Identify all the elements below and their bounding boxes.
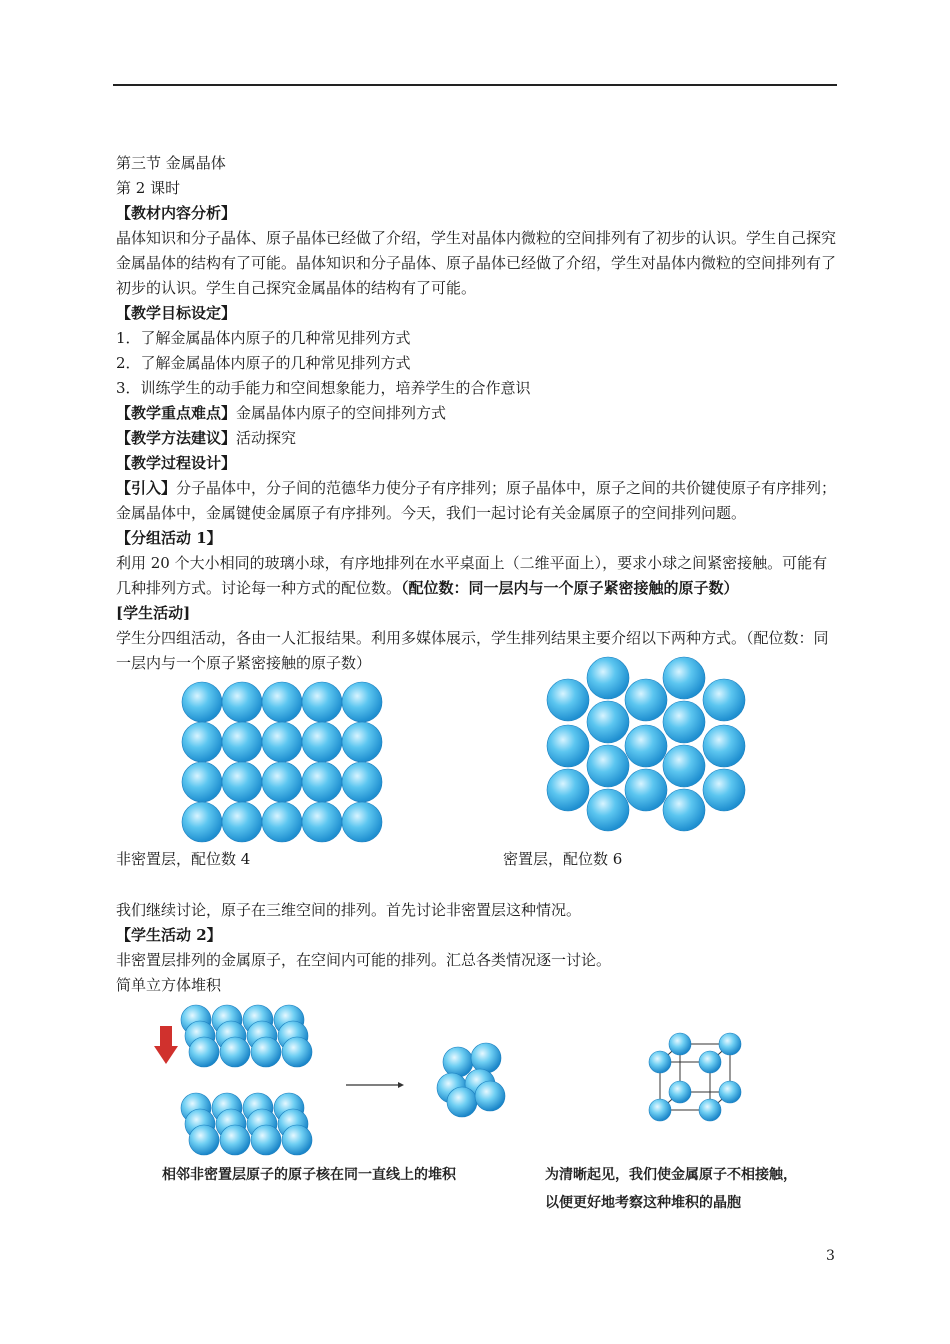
atom-sphere [625, 725, 667, 767]
atom-sphere [475, 1081, 505, 1111]
atom-sphere [699, 1051, 721, 1073]
atom-sphere [663, 701, 705, 743]
atom-sphere [587, 657, 629, 699]
figure-nonclose-layer [180, 680, 390, 850]
intro-paragraph [116, 476, 840, 526]
atom-sphere [447, 1087, 477, 1117]
section-title: 第三节 金属晶体 [116, 154, 226, 172]
heading-activity1: 【分组活动 1】 [116, 529, 222, 547]
activity1-paragraph [116, 551, 840, 601]
intro-text: 分子晶体中，分子间的范德华力使分子有序排列；原子晶体中，原子之间的共价键使原子有序排列；金属晶体中，金属键使金属原子有序排列。今天，我们一起讨论有关金属原子的空间排列问题。 [116, 479, 837, 522]
atom-sphere [282, 1037, 312, 1067]
figure-caption-right-2: 以便更好地考察这种堆积的晶胞 [545, 1195, 741, 1211]
heading-student-activity: [学生活动] [116, 604, 191, 622]
atom-sphere [703, 679, 745, 721]
activity1-bold-note: （配位数：同一层内与一个原子紧密接触的原子数） [401, 579, 739, 597]
atom-sphere [719, 1081, 741, 1103]
atom-sphere [587, 789, 629, 831]
upper-layer-spheres [181, 1005, 312, 1067]
atom-sphere [220, 1125, 250, 1155]
figure-simple-cubic [150, 1000, 800, 1165]
atom-sphere [262, 802, 302, 842]
heading-activity2: 【学生活动 2】 [116, 926, 222, 944]
heading-analysis: 【教材内容分析】 [116, 204, 237, 222]
atom-sphere [703, 769, 745, 811]
atom-sphere [220, 1037, 250, 1067]
atom-sphere [189, 1037, 219, 1067]
atom-sphere [262, 722, 302, 762]
key-text: 金属晶体内原子的空间排列方式 [236, 404, 447, 422]
atom-sphere [222, 682, 262, 722]
atom-sphere [699, 1099, 721, 1121]
document-body [116, 151, 840, 676]
atom-sphere [587, 745, 629, 787]
figure-caption-right-1: 为清晰起见，我们使金属原子不相接触， [545, 1167, 797, 1183]
atom-sphere [649, 1099, 671, 1121]
atom-sphere [703, 725, 745, 767]
stacked-cube-spheres [437, 1043, 505, 1117]
goal-item: 3．训练学生的动手能力和空间想象能力，培养学生的合作意识 [116, 379, 531, 397]
atom-sphere [547, 769, 589, 811]
atom-sphere [625, 769, 667, 811]
goal-item: 2．了解金属晶体内原子的几种常见排列方式 [116, 354, 411, 372]
atom-sphere [342, 802, 382, 842]
atom-sphere [302, 682, 342, 722]
atom-sphere [547, 679, 589, 721]
atom-sphere [262, 682, 302, 722]
atom-sphere [471, 1043, 501, 1073]
atom-sphere [282, 1125, 312, 1155]
method-line [116, 426, 840, 451]
atom-sphere [342, 762, 382, 802]
goal-item: 1．了解金属晶体内原子的几种常见排列方式 [116, 329, 411, 347]
atom-sphere [342, 722, 382, 762]
atom-sphere [302, 802, 342, 842]
atom-sphere [443, 1047, 473, 1077]
atom-sphere [262, 762, 302, 802]
hexagonal-grid-diagram [544, 656, 749, 841]
atom-sphere [663, 789, 705, 831]
key-points-line [116, 401, 840, 426]
down-arrow-icon [154, 1026, 178, 1064]
atom-sphere [182, 762, 222, 802]
atom-sphere [649, 1051, 671, 1073]
atom-sphere [669, 1081, 691, 1103]
atom-sphere [302, 722, 342, 762]
caption-nonclose: 非密置层，配位数 4 [116, 850, 251, 868]
figure-close-layer [544, 656, 749, 841]
square-grid-diagram [180, 680, 390, 850]
atom-sphere [302, 762, 342, 802]
activity2-paragraph: 非密置层排列的金属原子，在空间内可能的排列。汇总各类情况逐一讨论。 [116, 951, 612, 969]
activity1-text: 利用 20 个大小相同的玻璃小球，有序地排列在水平桌面上（二维平面上），要求小球之间紧密接触。可能有几种排列方式。讨论每一种方式的配位数。 [116, 554, 828, 597]
unit-cell-diagram [649, 1033, 741, 1121]
atom-sphere [189, 1125, 219, 1155]
atom-sphere [719, 1033, 741, 1055]
heading-method: 【教学方法建议】 [116, 429, 237, 447]
analysis-paragraph: 晶体知识和分子晶体、原子晶体已经做了介绍，学生对晶体内微粒的空间排列有了初步的认识。学生自己探究金属晶体的结构有了可能。晶体知识和分子晶体、原子晶体已经做了介绍，学生对晶体内微粒的空间排列有了初步的认识。学生自己探究金属晶体的结构有了可能。 [116, 229, 837, 297]
continue-paragraph: 我们继续讨论，原子在三维空间的排列。首先讨论非密置层这种情况。 [116, 901, 582, 919]
atom-sphere [182, 802, 222, 842]
page-number: 3 [826, 1248, 835, 1264]
right-arrow-icon [346, 1082, 404, 1088]
header-rule [113, 84, 837, 86]
heading-intro: 【引入】 [116, 479, 177, 497]
atom-sphere [222, 762, 262, 802]
lower-layer-spheres [181, 1093, 312, 1155]
heading-key: 【教学重点难点】 [116, 404, 237, 422]
lesson-label: 第 2 课时 [116, 179, 181, 197]
atom-sphere [663, 657, 705, 699]
atom-sphere [669, 1033, 691, 1055]
atom-sphere [182, 682, 222, 722]
heading-process: 【教学过程设计】 [116, 454, 237, 472]
atom-sphere [251, 1037, 281, 1067]
atom-sphere [625, 679, 667, 721]
document-body-2 [116, 898, 840, 998]
atom-sphere [342, 682, 382, 722]
atom-sphere [587, 701, 629, 743]
atom-sphere [222, 802, 262, 842]
simple-cubic-diagram [150, 1000, 800, 1165]
atom-sphere [222, 722, 262, 762]
simple-cubic-label: 简单立方体堆积 [116, 976, 222, 994]
heading-goals: 【教学目标设定】 [116, 304, 237, 322]
caption-close: 密置层，配位数 6 [503, 850, 623, 868]
atom-sphere [182, 722, 222, 762]
figure-caption-left: 相邻非密置层原子的原子核在同一直线上的堆积 [162, 1167, 456, 1183]
atom-sphere [251, 1125, 281, 1155]
student-paragraph: 学生分四组活动，各由一人汇报结果。利用多媒体展示，学生排列结果主要介绍以下两种方式。（配位数：同一层内与一个原子紧密接触的原子数） [116, 629, 829, 672]
method-text: 活动探究 [236, 429, 297, 447]
atom-sphere [547, 725, 589, 767]
atom-sphere [663, 745, 705, 787]
